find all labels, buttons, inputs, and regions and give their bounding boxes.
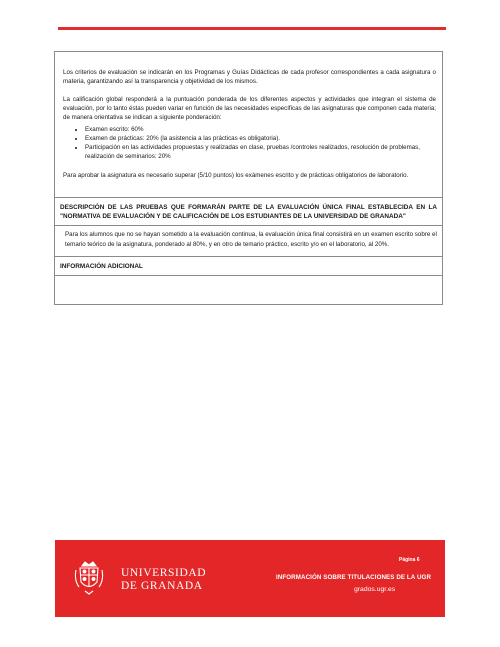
evaluation-table [54,51,443,305]
criteria-cell [55,52,442,198]
list-item: • Participación en las actividades propuestas y realizadas en clase, pruebas /controles realizados, resolución de problemas, realización de seminarios: 20% [85,143,436,161]
footer-url-link[interactable]: grados.ugr.es [354,586,396,593]
page-number: Página 6 [399,557,420,563]
additional-info-body [55,276,442,304]
footer-banner [55,540,445,617]
university-name-line1: UNIVERSIDAD [121,567,207,579]
list-item: • Examen de prácticas: 20% (la asistencia a las prácticas es obligatoria). [85,134,436,143]
top-red-rule [58,27,446,30]
unique-eval-heading: DESCRIPCIÓN DE LAS PRUEBAS QUE FORMARÁN PARTE DE LA EVALUACIÓN ÚNICA FINAL ESTABLECIDA EN LA "NORMATIVA DE EVALUACIÓN Y DE CALIFICACIÓN DE LOS ESTUDIANTES DE LA UNIVERSIDAD DE GRANADA" [55,198,442,226]
criteria-weighting: La calificación global responderá a la puntuación ponderada de los diferentes aspectos y actividades que integran el sistema de evaluación, por lo tanto éstas pueden variar en función de las necesidades específicas de las asignaturas que componen cada materia; de manera orientativa se indican a siguiente ponderación: [63,96,436,121]
university-name-line2: DE GRANADA [121,580,203,592]
unique-eval-cell [55,226,442,256]
weighting-list [63,125,436,161]
university-seal-icon [73,560,105,596]
criteria-intro: Los criterios de evaluación se indicarán en los Programas y Guías Didácticas de cada profesor correspondientes a cada asignatura o materia, garantizando así la transparencia y objetividad de los mismos. [63,69,436,85]
university-name [121,567,206,593]
pass-rule: Para aprobar la asignatura es necesario superar (5/10 puntos) los exámenes escrito y de prácticas obligatorios de laboratorio. [63,172,409,179]
additional-info-heading: INFORMACIÓN ADICIONAL [55,257,442,277]
footer-info-title: INFORMACIÓN SOBRE TITULACIONES DE LA UGR [276,574,432,581]
unique-eval-body: Para los alumnos que no se hayan sometido a la evaluación continua, la evaluación única final consistirá en un examen escrito sobre el temario teórico de la asignatura, ponderado al 80%, y en otro de temario práctico, escrito y/o en el laboratorio, al 20%. [65,231,437,249]
list-item: • Examen escrito: 60% [85,125,436,134]
